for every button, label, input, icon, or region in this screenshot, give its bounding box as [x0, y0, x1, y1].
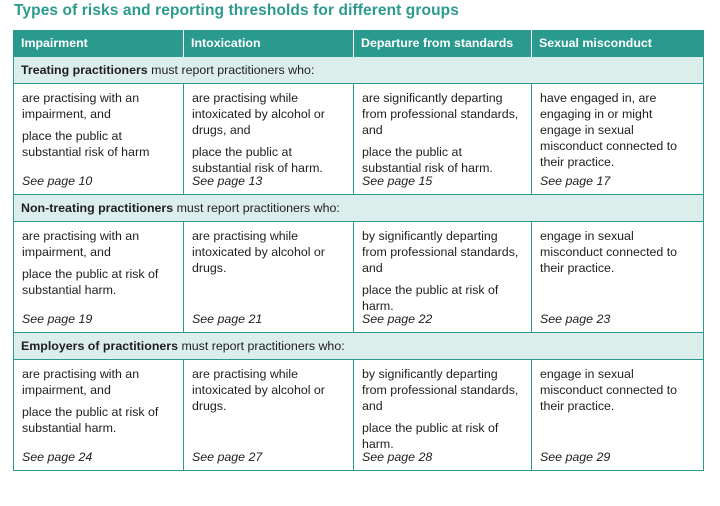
cell-impairment [14, 222, 184, 333]
table-row [14, 222, 704, 333]
cell-text: engage in sexual misconduct connected to their practice. [540, 367, 678, 413]
header-row [14, 30, 704, 57]
page-reference: See page 13 [192, 174, 263, 188]
group-label-rest: must report practitioners who: [178, 339, 345, 353]
cell-text: by significantly departing from professional standards, and [362, 367, 519, 413]
group-label-bold: Non-treating practitioners [21, 201, 174, 215]
table-row [14, 84, 704, 195]
cell-text: place the public at risk of harm. [362, 421, 499, 451]
cell-impairment [14, 84, 184, 195]
group-label-rest: must report practitioners who: [147, 63, 315, 77]
cell-text: place the public at risk of substantial harm. [22, 267, 159, 297]
header-intoxication: Intoxication [184, 30, 354, 57]
cell-text: engage in sexual misconduct connected to their practice. [540, 229, 678, 275]
risk-threshold-table [13, 30, 704, 471]
page-reference: See page 23 [540, 312, 611, 326]
cell-text: place the public at substantial risk of harm [22, 129, 150, 159]
group-label-bold: Employers of practitioners [21, 339, 178, 353]
cell-text: by significantly departing from professional standards, and [362, 229, 519, 275]
cell-impairment [14, 360, 184, 471]
cell-text: are practising with an impairment, and [22, 91, 140, 121]
cell-intoxication [184, 84, 354, 195]
page-reference: See page 28 [362, 450, 433, 464]
page-reference: See page 27 [192, 450, 263, 464]
cell-departure [354, 84, 532, 195]
cell-sexual-misconduct [532, 222, 704, 333]
page-reference: See page 29 [540, 450, 611, 464]
cell-text: are practising while intoxicated by alcohol or drugs, and [192, 91, 325, 137]
page-reference: See page 19 [22, 312, 93, 326]
cell-text: are practising with an impairment, and [22, 229, 140, 259]
group-row-employers [14, 333, 704, 360]
header-departure-from-standards: Departure from standards [354, 30, 532, 57]
group-label [14, 57, 704, 84]
page-reference: See page 10 [22, 174, 93, 188]
cell-text: have engaged in, are engaging in or might engage in sexual misconduct connected to their practice. [540, 91, 678, 169]
page-reference: See page 15 [362, 174, 433, 188]
cell-text: place the public at substantial risk of harm. [362, 145, 493, 175]
header-sexual-misconduct: Sexual misconduct [532, 30, 704, 57]
cell-sexual-misconduct [532, 84, 704, 195]
page-reference: See page 22 [362, 312, 433, 326]
cell-text: place the public at risk of harm. [362, 283, 499, 313]
page-reference: See page 17 [540, 174, 611, 188]
group-label [14, 195, 704, 222]
cell-departure [354, 222, 532, 333]
group-label-rest: must report practitioners who: [173, 201, 340, 215]
table-row [14, 360, 704, 471]
group-row-treating [14, 57, 704, 84]
page-reference: See page 21 [192, 312, 263, 326]
cell-intoxication [184, 222, 354, 333]
cell-sexual-misconduct [532, 360, 704, 471]
page-reference: See page 24 [22, 450, 93, 464]
cell-text: are significantly departing from professional standards, and [362, 91, 519, 137]
cell-text: place the public at substantial risk of harm. [192, 145, 323, 175]
header-impairment: Impairment [14, 30, 184, 57]
cell-text: are practising while intoxicated by alcohol or drugs. [192, 229, 325, 275]
page-title: Types of risks and reporting thresholds for different groups [14, 2, 459, 19]
cell-text: place the public at risk of substantial harm. [22, 405, 159, 435]
cell-text: are practising while intoxicated by alcohol or drugs. [192, 367, 325, 413]
group-label-bold: Treating practitioners [21, 63, 148, 77]
group-label [14, 333, 704, 360]
cell-text: are practising with an impairment, and [22, 367, 140, 397]
group-row-non-treating [14, 195, 704, 222]
cell-departure [354, 360, 532, 471]
cell-intoxication [184, 360, 354, 471]
